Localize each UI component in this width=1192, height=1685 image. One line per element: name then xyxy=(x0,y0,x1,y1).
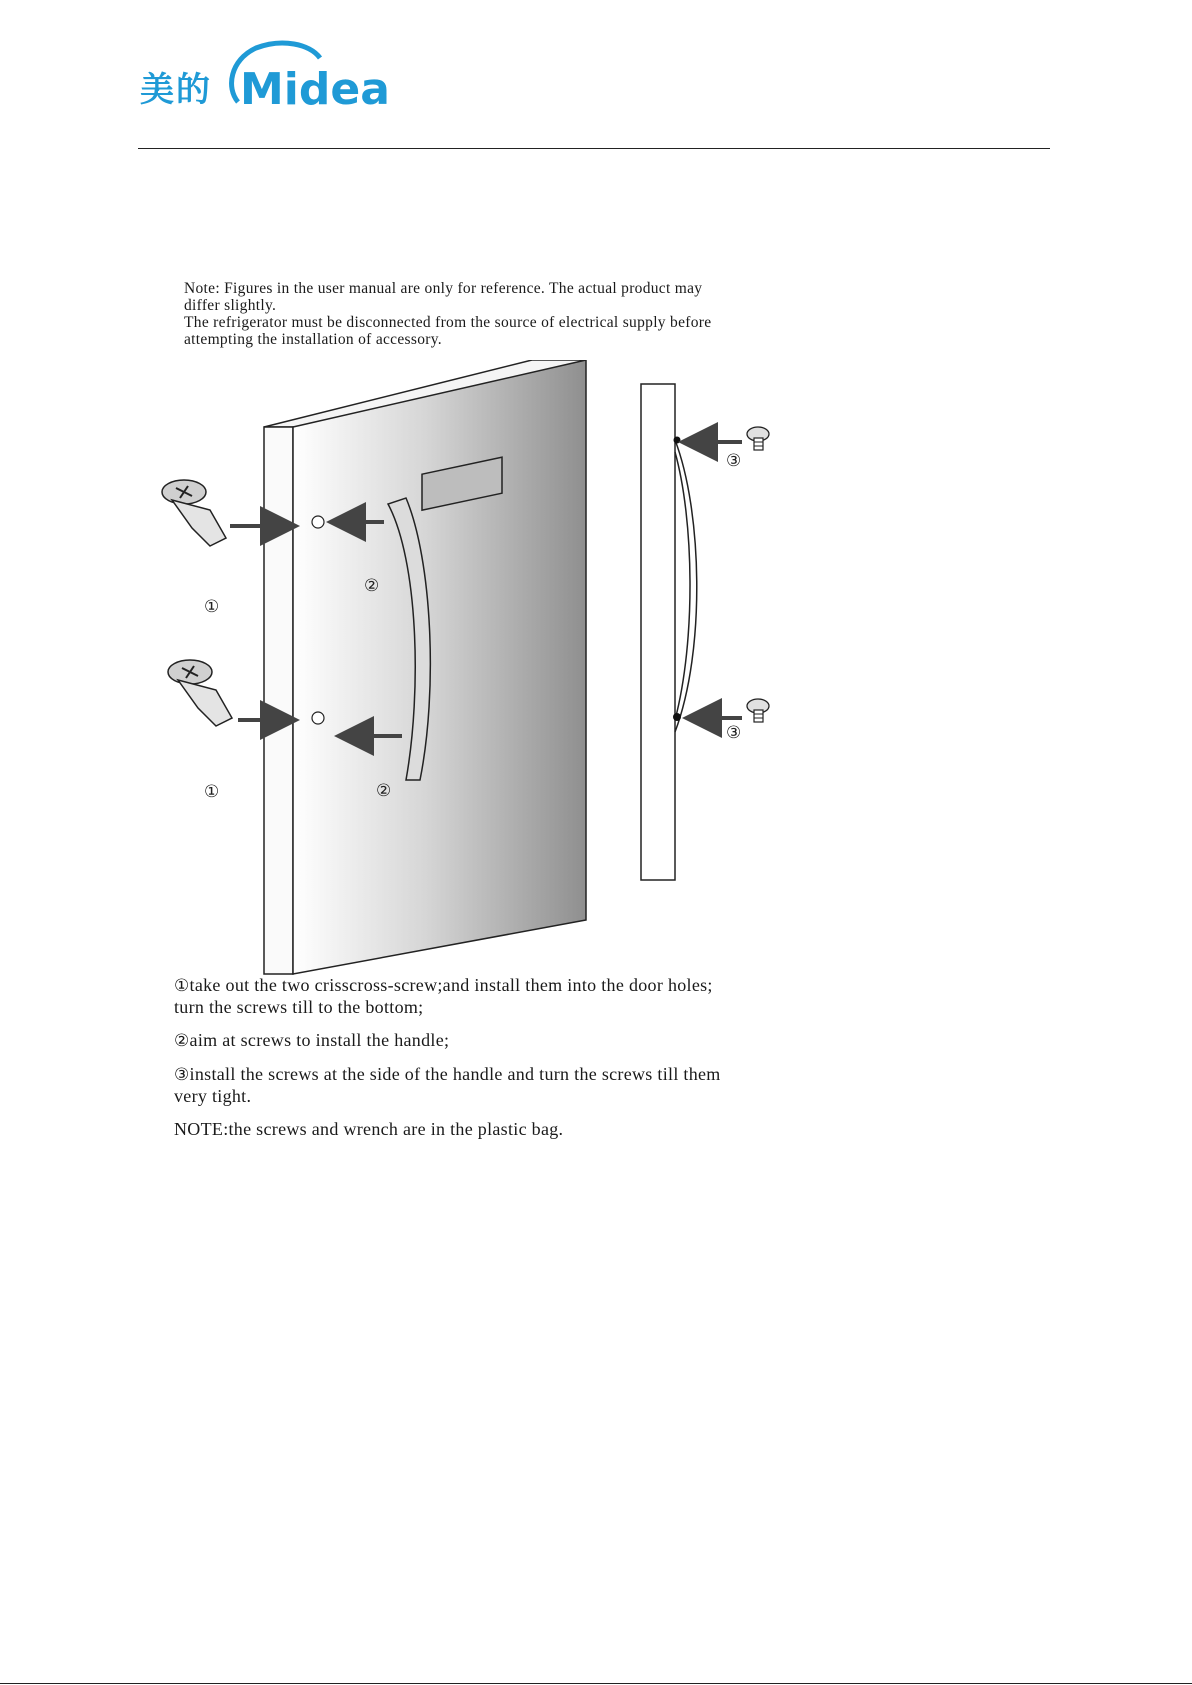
step-marker: ② xyxy=(174,1031,190,1051)
note-line: The refrigerator must be disconnected from the source of electrical supply before xyxy=(184,314,712,331)
midea-logo xyxy=(138,36,408,116)
handle-side-outer xyxy=(675,440,697,732)
note-line: differ slightly. xyxy=(184,297,277,314)
header-divider xyxy=(138,148,1050,149)
callout-1-bottom: ① xyxy=(204,782,220,802)
note-line: attempting the installation of accessory. xyxy=(184,331,442,348)
callout-2-bottom: ② xyxy=(376,781,392,801)
door-side-view xyxy=(641,384,697,880)
handle-side-inner xyxy=(675,452,690,720)
step-text-continued: very tight. xyxy=(174,1086,252,1106)
brand-latin-name: Midea xyxy=(240,64,390,115)
step-text-continued: turn the screws till to the bottom; xyxy=(174,997,424,1017)
callout-3-bottom: ③ xyxy=(726,723,742,743)
side-screw-bottom xyxy=(747,699,769,722)
step-text: install the screws at the side of the handle and turn the screws till them xyxy=(189,1064,721,1084)
footer-divider xyxy=(0,1683,1192,1684)
step-text: take out the two crisscross-screw;and install them into the door holes; xyxy=(189,975,713,995)
reference-note xyxy=(184,280,864,348)
step-2 xyxy=(174,1030,874,1052)
brand-chinese-name: 美的 xyxy=(140,70,212,110)
handle-screw-point-top xyxy=(674,437,681,444)
side-screw-top xyxy=(747,427,769,450)
door-front-panel xyxy=(293,360,586,974)
callout-2-top: ② xyxy=(364,576,380,596)
crisscross-screw-top xyxy=(162,480,226,546)
step-marker: ① xyxy=(174,976,190,996)
note-line: Note: Figures in the user manual are only for reference. The actual product may xyxy=(184,280,703,297)
handle-screw-point-bottom xyxy=(673,713,681,721)
step-marker: ③ xyxy=(174,1065,190,1085)
door-hole-bottom xyxy=(312,712,324,724)
installation-steps xyxy=(174,975,874,1152)
callout-1-top: ① xyxy=(204,597,220,617)
door-side-edge xyxy=(264,427,293,974)
step-3 xyxy=(174,1064,874,1107)
step-text: aim at screws to install the handle; xyxy=(189,1030,450,1050)
handle-installation-figure xyxy=(150,360,810,980)
callout-3-top: ③ xyxy=(726,451,742,471)
final-note: NOTE:the screws and wrench are in the plastic bag. xyxy=(174,1119,564,1139)
door-hole-top xyxy=(312,516,324,528)
crisscross-screw-bottom xyxy=(168,660,232,726)
step-1 xyxy=(174,975,874,1018)
door-side-profile xyxy=(641,384,675,880)
